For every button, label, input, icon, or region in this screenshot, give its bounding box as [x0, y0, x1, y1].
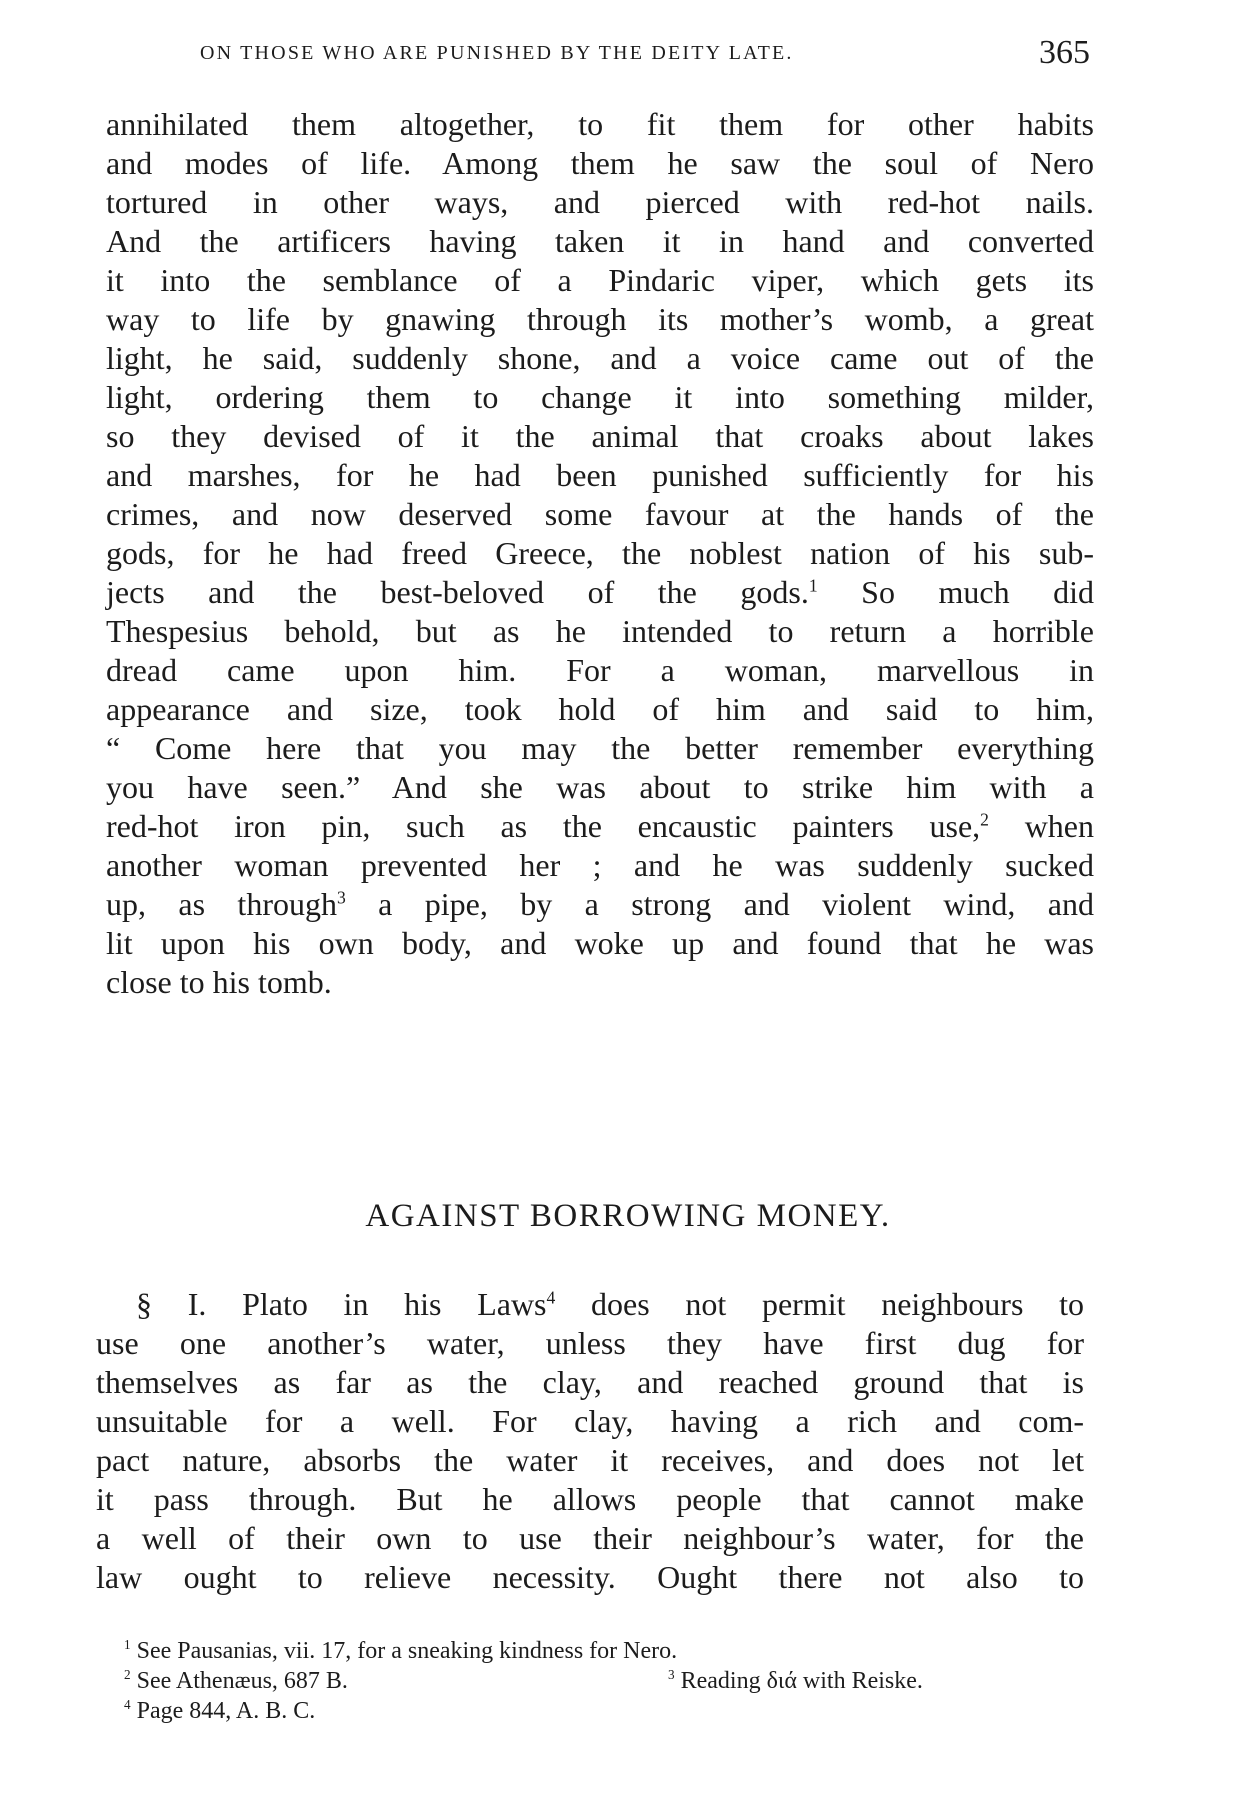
text-line: appearance and size, took hold of him and said to him,: [106, 691, 1094, 727]
text-line: close to his tomb.: [106, 964, 332, 1000]
footnote-text: See Athenæus, 687 B.: [136, 1668, 348, 1694]
footnote-marker: 3: [668, 1667, 675, 1682]
running-title: ON THOSE WHO ARE PUNISHED BY THE DEITY LATE.: [200, 42, 794, 64]
text-line: and modes of life. Among them he saw the soul of Nero: [106, 145, 1094, 181]
text-line: [136, 1284, 1084, 1324]
footnote-1: [124, 1636, 677, 1666]
footnote-text: Reading διά with Reiske.: [680, 1668, 923, 1694]
footnote-marker: 4: [546, 1287, 556, 1308]
footnote-marker: 1: [124, 1637, 131, 1652]
text-segment: a pipe, by a strong and violent wind, and: [345, 886, 1095, 922]
footnote-marker: 1: [808, 575, 818, 596]
text-line: And the artificers having taken it in hand and converted: [106, 223, 1094, 259]
footnote-text: Page 844, A. B. C.: [136, 1698, 316, 1724]
text-line: and marshes, for he had been punished sufficiently for his: [106, 457, 1094, 493]
text-line: annihilated them altogether, to fit them for other habits: [106, 106, 1094, 142]
text-segment: when: [988, 808, 1095, 844]
text-line: tortured in other ways, and pierced with red-hot nails.: [106, 184, 1094, 220]
text-line: dread came upon him. For a woman, marvellous in: [106, 652, 1094, 688]
text-line: it into the semblance of a Pindaric viper, which gets its: [106, 262, 1094, 298]
text-line: crimes, and now deserved some favour at the hands of the: [106, 496, 1094, 532]
page-header: [200, 34, 1090, 74]
text-line: use one another’s water, unless they have first dug for: [96, 1325, 1084, 1361]
text-line: [106, 572, 1094, 612]
text-line: themselves as far as the clay, and reached ground that is: [96, 1364, 1084, 1400]
footnote-marker: 3: [336, 887, 346, 908]
footnote-4: [124, 1696, 315, 1726]
text-line: Thespesius behold, but as he intended to return a horrible: [106, 613, 1094, 649]
text-line: “ Come here that you may the better remember everything: [106, 730, 1094, 766]
footnote-3: [668, 1666, 923, 1696]
text-line: way to life by gnawing through its mother’s womb, a great: [106, 301, 1094, 337]
text-line: law ought to relieve necessity. Ought there not also to: [96, 1559, 1084, 1595]
text-line: you have seen.” And she was about to strike him with a: [106, 769, 1094, 805]
text-line: unsuitable for a well. For clay, having a rich and com-: [96, 1403, 1084, 1439]
footnote-marker: 2: [980, 809, 989, 830]
text-segment: up, as through: [106, 886, 337, 922]
text-line: lit upon his own body, and woke up and found that he was: [106, 925, 1094, 961]
text-line: light, he said, suddenly shone, and a voice came out of the: [106, 340, 1094, 376]
text-line: light, ordering them to change it into something milder,: [106, 379, 1094, 415]
footnote-text: See Pausanias, vii. 17, for a sneaking kindness for Nero.: [136, 1638, 678, 1664]
text-line: a well of their own to use their neighbour’s water, for the: [96, 1520, 1084, 1556]
text-line: another woman prevented her ; and he was suddenly sucked: [106, 847, 1094, 883]
text-segment: So much did: [817, 574, 1094, 610]
page-number: 365: [1039, 34, 1090, 71]
text-line: pact nature, absorbs the water it receives, and does not let: [96, 1442, 1084, 1478]
text-line: so they devised of it the animal that croaks about lakes: [106, 418, 1094, 454]
text-line: gods, for he had freed Greece, the noblest nation of his sub-: [106, 535, 1094, 571]
text-line: it pass through. But he allows people that cannot make: [96, 1481, 1084, 1517]
text-segment: does not permit neighbours to: [555, 1286, 1085, 1322]
text-segment: § I. Plato in his Laws: [136, 1286, 547, 1322]
footnote-marker: 2: [124, 1667, 131, 1682]
section-heading: AGAINST BORROWING MONEY.: [365, 1198, 891, 1234]
text-line: [106, 884, 1094, 924]
footnote-2: [124, 1666, 348, 1696]
text-segment: jects and the best-beloved of the gods.: [106, 574, 809, 610]
text-line: [106, 806, 1094, 846]
text-segment: red-hot iron pin, such as the encaustic painters use,: [106, 808, 981, 844]
footnote-marker: 4: [124, 1697, 131, 1712]
